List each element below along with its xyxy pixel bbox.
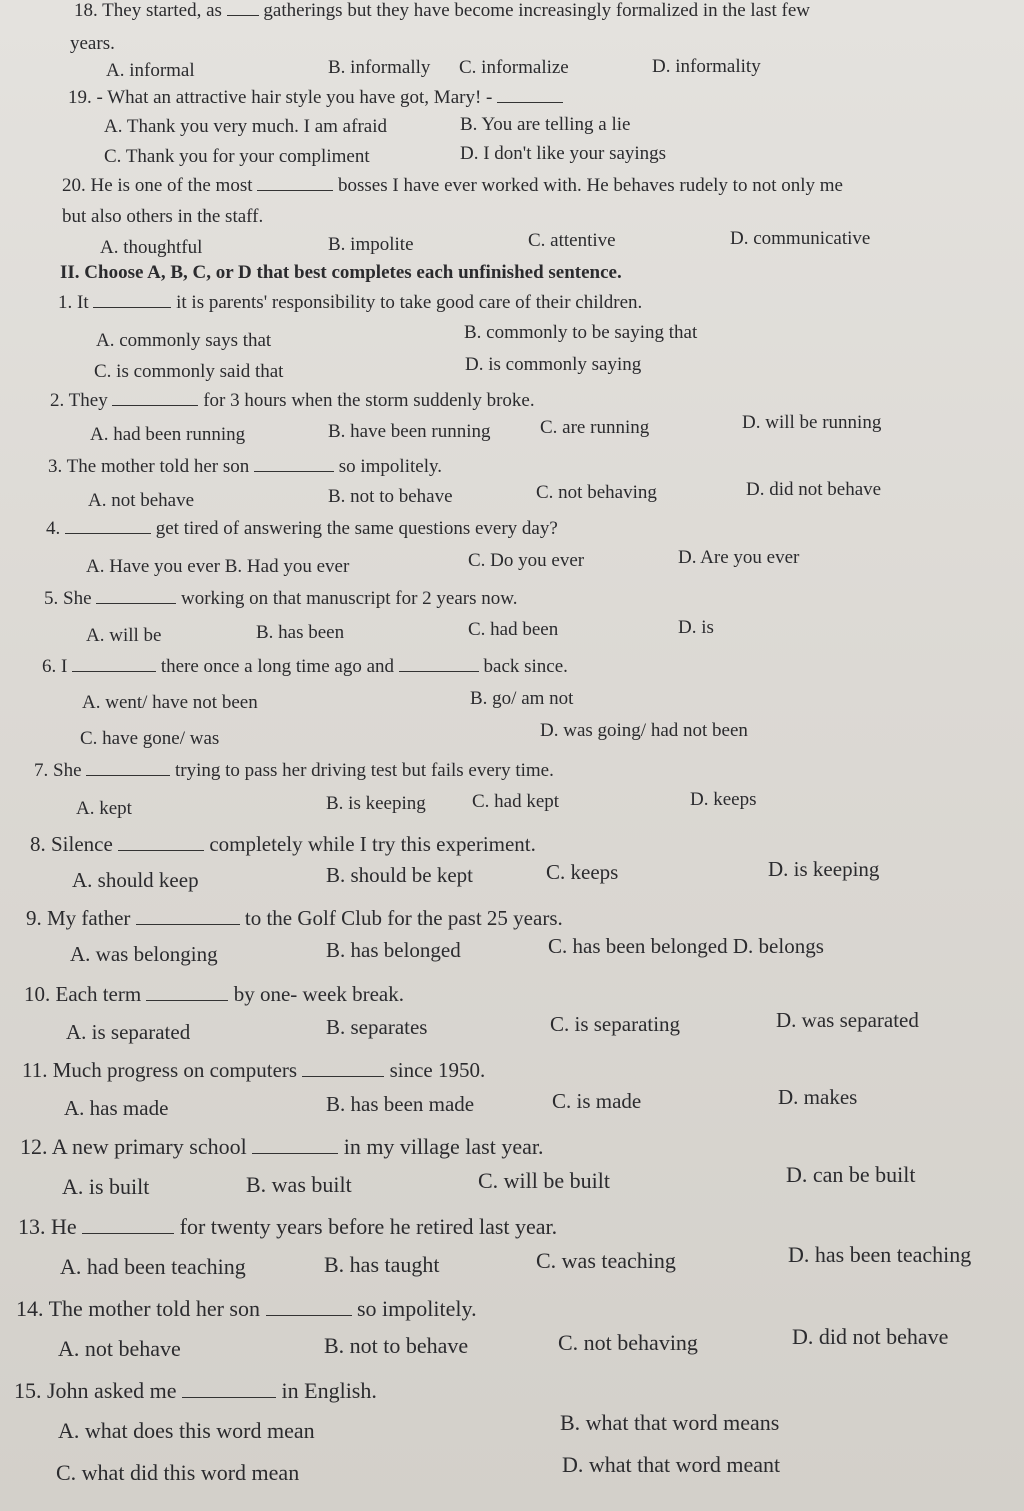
question-14 [16, 1296, 477, 1322]
answer-blank [252, 1152, 338, 1154]
question-15-stem-end: in English. [281, 1378, 377, 1403]
option-d: D. will be running [742, 412, 882, 433]
option-b: B. is keeping [326, 793, 426, 814]
option-d: D. communicative [730, 228, 871, 249]
option-c: C. Do you ever [468, 550, 585, 571]
option-c: C. are running [540, 417, 650, 438]
option-d: D. is keeping [768, 857, 880, 881]
option-c: C. not behaving [558, 1330, 698, 1355]
option-b: B. not to behave [324, 1333, 469, 1358]
option-c: C. not behaving [536, 482, 657, 503]
option-c: C. keeps [546, 860, 619, 884]
answer-blank [72, 670, 156, 672]
option-a: A. is separated [66, 1020, 191, 1044]
answer-blank [497, 101, 563, 103]
option-d: D. did not behave [746, 479, 882, 500]
answer-blank [118, 849, 204, 851]
option-d: D. I don't like your sayings [460, 143, 667, 164]
option-d: D. can be built [786, 1162, 916, 1187]
option-c: C. Thank you for your compliment [104, 146, 370, 167]
question-6-stem-mid: there once a long time ago and [160, 656, 395, 677]
section-heading: II. Choose A, B, C, or D that best completes each unfinished sentence. [60, 262, 622, 283]
answer-blank [146, 999, 228, 1001]
question-9 [26, 906, 563, 931]
question-8 [30, 832, 536, 857]
question-1-stem-end: it is parents' responsibility to take good care of their children. [176, 292, 643, 313]
option-c-and-d: C. has been belonged D. belongs [548, 934, 824, 958]
answer-blank [65, 532, 151, 534]
question-18 [74, 0, 810, 22]
question-5 [44, 588, 517, 610]
answer-blank [254, 470, 334, 472]
option-c: C. have gone/ was [80, 728, 220, 749]
question-1 [58, 292, 642, 314]
option-b: B. You are telling a lie [460, 114, 631, 135]
question-9-stem-end: to the Golf Club for the past 25 years. [244, 906, 563, 930]
question-2-stem: 2. They [50, 390, 108, 411]
question-10-stem-end: by one- week break. [233, 982, 404, 1006]
question-12-stem-end: in my village last year. [343, 1134, 544, 1159]
option-a: A. not behave [58, 1336, 181, 1361]
option-b: B. not to behave [328, 486, 453, 507]
question-11-stem: 11. Much progress on computers [22, 1058, 298, 1082]
option-d: D. did not behave [792, 1324, 949, 1349]
option-c: C. attentive [528, 230, 616, 251]
option-b: B. should be kept [326, 863, 473, 887]
question-4-stem-end: get tired of answering the same questions every day? [155, 518, 558, 539]
answer-blank [182, 1396, 276, 1398]
question-20-stem-end: bosses I have ever worked with. He behaves rudely to not only me [338, 175, 843, 196]
option-a-and-b: A. Have you ever B. Had you ever [86, 556, 350, 577]
question-3-stem: 3. The mother told her son [48, 456, 250, 477]
answer-blank [93, 306, 171, 308]
answer-blank [399, 670, 479, 672]
option-d: D. has been teaching [788, 1242, 972, 1267]
option-b: B. go/ am not [470, 688, 574, 709]
question-8-stem-end: completely while I try this experiment. [209, 832, 536, 856]
option-d: D. is commonly saying [465, 354, 642, 375]
question-13-stem: 13. He [18, 1214, 77, 1239]
answer-blank [112, 404, 198, 406]
option-c: C. what did this word mean [56, 1460, 300, 1485]
option-c: C. is separating [550, 1012, 681, 1036]
option-b: B. impolite [328, 234, 414, 255]
question-13-stem-end: for twenty years before he retired last year. [179, 1214, 558, 1239]
option-d: D. what that word meant [562, 1452, 781, 1477]
option-b: B. have been running [328, 421, 491, 442]
option-c: C. informalize [459, 57, 569, 78]
option-a: A. is built [62, 1174, 150, 1199]
question-6-stem: 6. I [42, 656, 68, 677]
question-12 [20, 1134, 544, 1160]
option-c: C. is made [552, 1089, 642, 1113]
answer-blank [82, 1232, 174, 1234]
question-13 [18, 1214, 557, 1240]
question-10-stem: 10. Each term [24, 982, 142, 1006]
question-3 [48, 456, 442, 478]
question-6 [42, 656, 568, 678]
option-b: B. separates [326, 1015, 428, 1039]
question-2 [50, 390, 535, 412]
question-15 [14, 1378, 377, 1404]
question-4-stem: 4. [46, 518, 61, 539]
option-a: A. commonly says that [96, 330, 272, 351]
question-14-stem: 14. The mother told her son [16, 1296, 260, 1321]
option-d: D. informality [652, 56, 761, 77]
answer-blank [96, 602, 176, 604]
option-c: C. is commonly said that [94, 361, 284, 382]
question-9-stem: 9. My father [26, 906, 131, 930]
option-a: A. kept [76, 798, 132, 819]
option-a: A. what does this word mean [58, 1418, 315, 1443]
option-a: A. should keep [72, 868, 199, 892]
option-a: A. went/ have not been [82, 692, 258, 713]
question-20 [62, 175, 843, 197]
option-c: C. will be built [478, 1168, 610, 1193]
question-7-stem-end: trying to pass her driving test but fails every time. [175, 760, 554, 781]
option-a: A. had been running [90, 424, 246, 445]
option-a: A. will be [86, 625, 162, 646]
answer-blank [86, 774, 170, 776]
option-d: D. was separated [776, 1008, 919, 1032]
option-b: B. has been made [326, 1092, 475, 1116]
option-b: B. was built [246, 1172, 352, 1197]
option-a: A. Thank you very much. I am afraid [104, 116, 387, 137]
option-d: D. Are you ever [678, 547, 800, 568]
answer-blank [257, 189, 333, 191]
option-b: B. commonly to be saying that [464, 322, 698, 343]
option-c: C. had kept [472, 791, 560, 812]
question-8-stem: 8. Silence [30, 832, 113, 856]
question-20-continuation: but also others in the staff. [62, 206, 264, 227]
question-18-stem-end: gatherings but they have become increasingly formalized in the last few [263, 0, 811, 21]
option-a: A. not behave [88, 490, 195, 511]
question-10 [24, 982, 404, 1007]
question-6-stem-end: back since. [483, 656, 568, 677]
option-d: D. makes [778, 1085, 858, 1109]
option-c: C. had been [468, 619, 559, 640]
question-7 [34, 760, 554, 782]
question-14-stem-end: so impolitely. [357, 1296, 477, 1321]
option-b: B. has been [256, 622, 345, 643]
option-a: A. has made [64, 1096, 169, 1120]
question-12-stem: 12. A new primary school [20, 1134, 247, 1159]
question-4 [46, 518, 558, 540]
question-19 [68, 87, 563, 109]
option-b: B. what that word means [560, 1410, 780, 1435]
question-11-stem-end: since 1950. [389, 1058, 486, 1082]
answer-blank [266, 1314, 352, 1316]
option-a: A. thoughtful [100, 237, 203, 258]
question-5-stem-end: working on that manuscript for 2 years now. [181, 588, 518, 609]
option-d: D. was going/ had not been [540, 720, 748, 741]
question-18-stem: 18. They started, as [74, 0, 222, 21]
question-11 [22, 1058, 485, 1083]
option-c: C. was teaching [536, 1248, 676, 1273]
option-b: B. has taught [324, 1252, 440, 1277]
option-a: A. informal [106, 60, 195, 81]
answer-blank [136, 923, 240, 925]
question-1-stem: 1. It [58, 292, 89, 313]
answer-blank [227, 14, 259, 16]
question-2-stem-end: for 3 hours when the storm suddenly broke. [203, 390, 535, 411]
option-a: A. was belonging [70, 942, 218, 966]
option-b: B. informally [328, 57, 431, 78]
question-3-stem-end: so impolitely. [338, 456, 443, 477]
question-5-stem: 5. She [44, 588, 92, 609]
option-d: D. keeps [690, 789, 757, 810]
question-15-stem: 15. John asked me [14, 1378, 177, 1403]
question-7-stem: 7. She [34, 760, 82, 781]
question-20-stem: 20. He is one of the most [62, 175, 253, 196]
option-a: A. had been teaching [60, 1254, 246, 1279]
answer-blank [302, 1075, 384, 1077]
option-d: D. is [678, 617, 714, 638]
question-18-continuation: years. [70, 33, 115, 54]
question-19-stem: 19. - What an attractive hair style you have got, Mary! - [68, 87, 493, 108]
option-b: B. has belonged [326, 938, 461, 962]
